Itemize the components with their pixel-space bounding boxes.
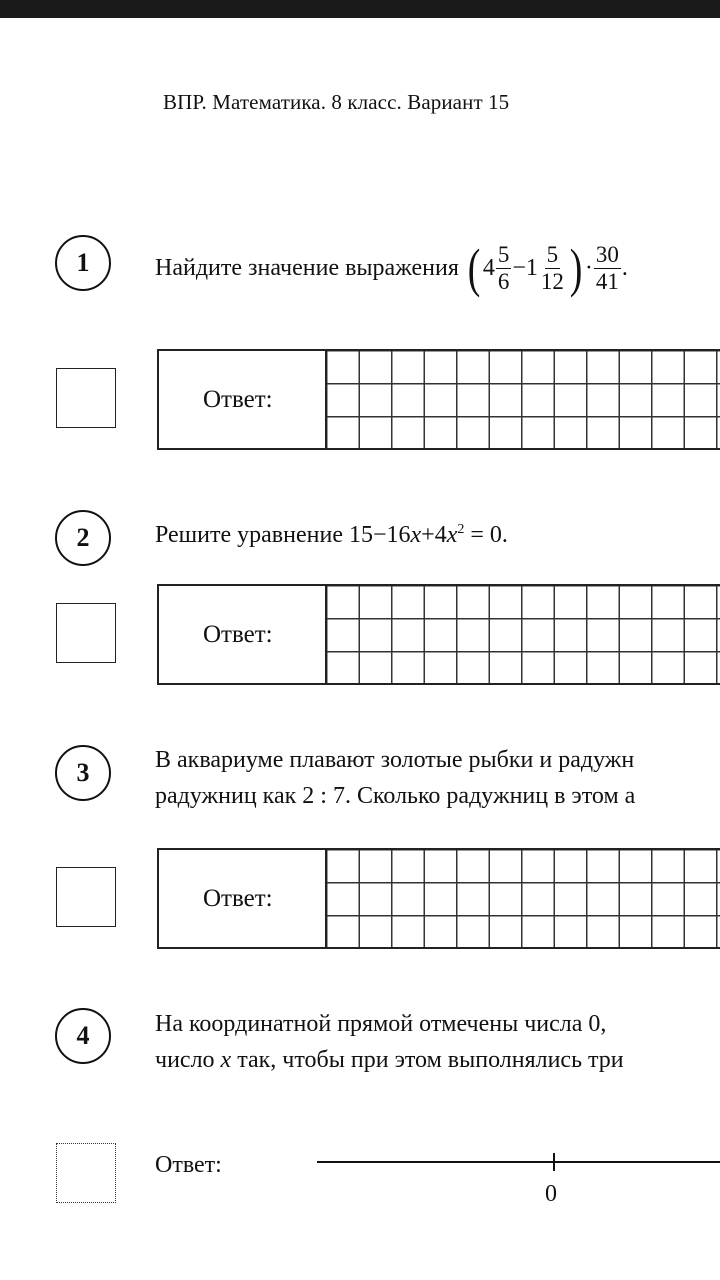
- task-3-answer-grid[interactable]: [325, 850, 720, 947]
- task-3-answer-label: Ответ:: [203, 884, 273, 912]
- task-3-score-box[interactable]: [56, 867, 116, 927]
- period: .: [621, 255, 628, 281]
- number-line-label-zero: 0: [545, 1181, 557, 1207]
- task-1-prompt: Найдите значение выражения: [155, 255, 459, 281]
- task-1-number: 1: [55, 235, 111, 291]
- page-header: ВПР. Математика. 8 класс. Вариант 15: [163, 90, 510, 114]
- expr-whole-b: 1: [525, 255, 538, 281]
- task-1-answer-grid[interactable]: [325, 351, 720, 448]
- fraction-a: $\frac{5}{6}$: [497, 241, 510, 294]
- task-1-score-box[interactable]: [56, 368, 116, 428]
- task-3-line-2: радужниц как 2 : 7. Сколько радужниц в этом а: [155, 783, 636, 809]
- task-3-number: 3: [55, 745, 111, 801]
- task-3-answer-box: [157, 848, 720, 949]
- task-4-line-2: число x так, чтобы при этом выполнялись три: [155, 1047, 624, 1073]
- dot-sign: ·: [584, 255, 593, 281]
- task-3-text: [155, 742, 635, 814]
- expr-whole-a: 4: [482, 255, 495, 281]
- right-paren: ): [569, 238, 583, 298]
- var-x: x: [410, 522, 422, 548]
- task-4-score-box[interactable]: [56, 1143, 116, 1203]
- fraction-b: $\frac{5}{12}$: [540, 241, 564, 294]
- task-1-expression: [465, 238, 628, 298]
- task-2-text: [155, 512, 508, 553]
- top-bar: [0, 0, 720, 18]
- var-x: x: [220, 1047, 232, 1073]
- task-1-text: [155, 235, 628, 301]
- task-2-number: 2: [55, 510, 111, 566]
- task-4-text: [155, 1006, 624, 1078]
- equals-zero: = 0.: [464, 522, 508, 548]
- exponent: 2: [457, 522, 465, 537]
- task-2-answer-grid[interactable]: [325, 586, 720, 683]
- left-paren: (: [467, 238, 481, 298]
- task-2-prompt: Решите уравнение 15−16: [155, 522, 411, 548]
- task-1-answer-label: Ответ:: [203, 385, 273, 413]
- number-line[interactable]: [317, 1161, 720, 1163]
- plus-term: +4: [421, 522, 447, 548]
- task-1-answer-box: [157, 349, 720, 450]
- number-line-tick-zero: [553, 1153, 555, 1171]
- task-4-number: 4: [55, 1008, 111, 1064]
- task-2-score-box[interactable]: [56, 603, 116, 663]
- var-x2: x: [446, 522, 458, 548]
- task-4-answer-label: Ответ:: [155, 1152, 222, 1178]
- minus-sign: −: [512, 255, 526, 281]
- task-2-answer-box: [157, 584, 720, 685]
- fraction-c: $\frac{30}{41}$: [595, 241, 619, 294]
- task-4-line-1: На координатной прямой отмечены числа 0,: [155, 1011, 607, 1037]
- task-2-answer-label: Ответ:: [203, 620, 273, 648]
- task-3-line-1: В аквариуме плавают золотые рыбки и радужн: [155, 747, 635, 773]
